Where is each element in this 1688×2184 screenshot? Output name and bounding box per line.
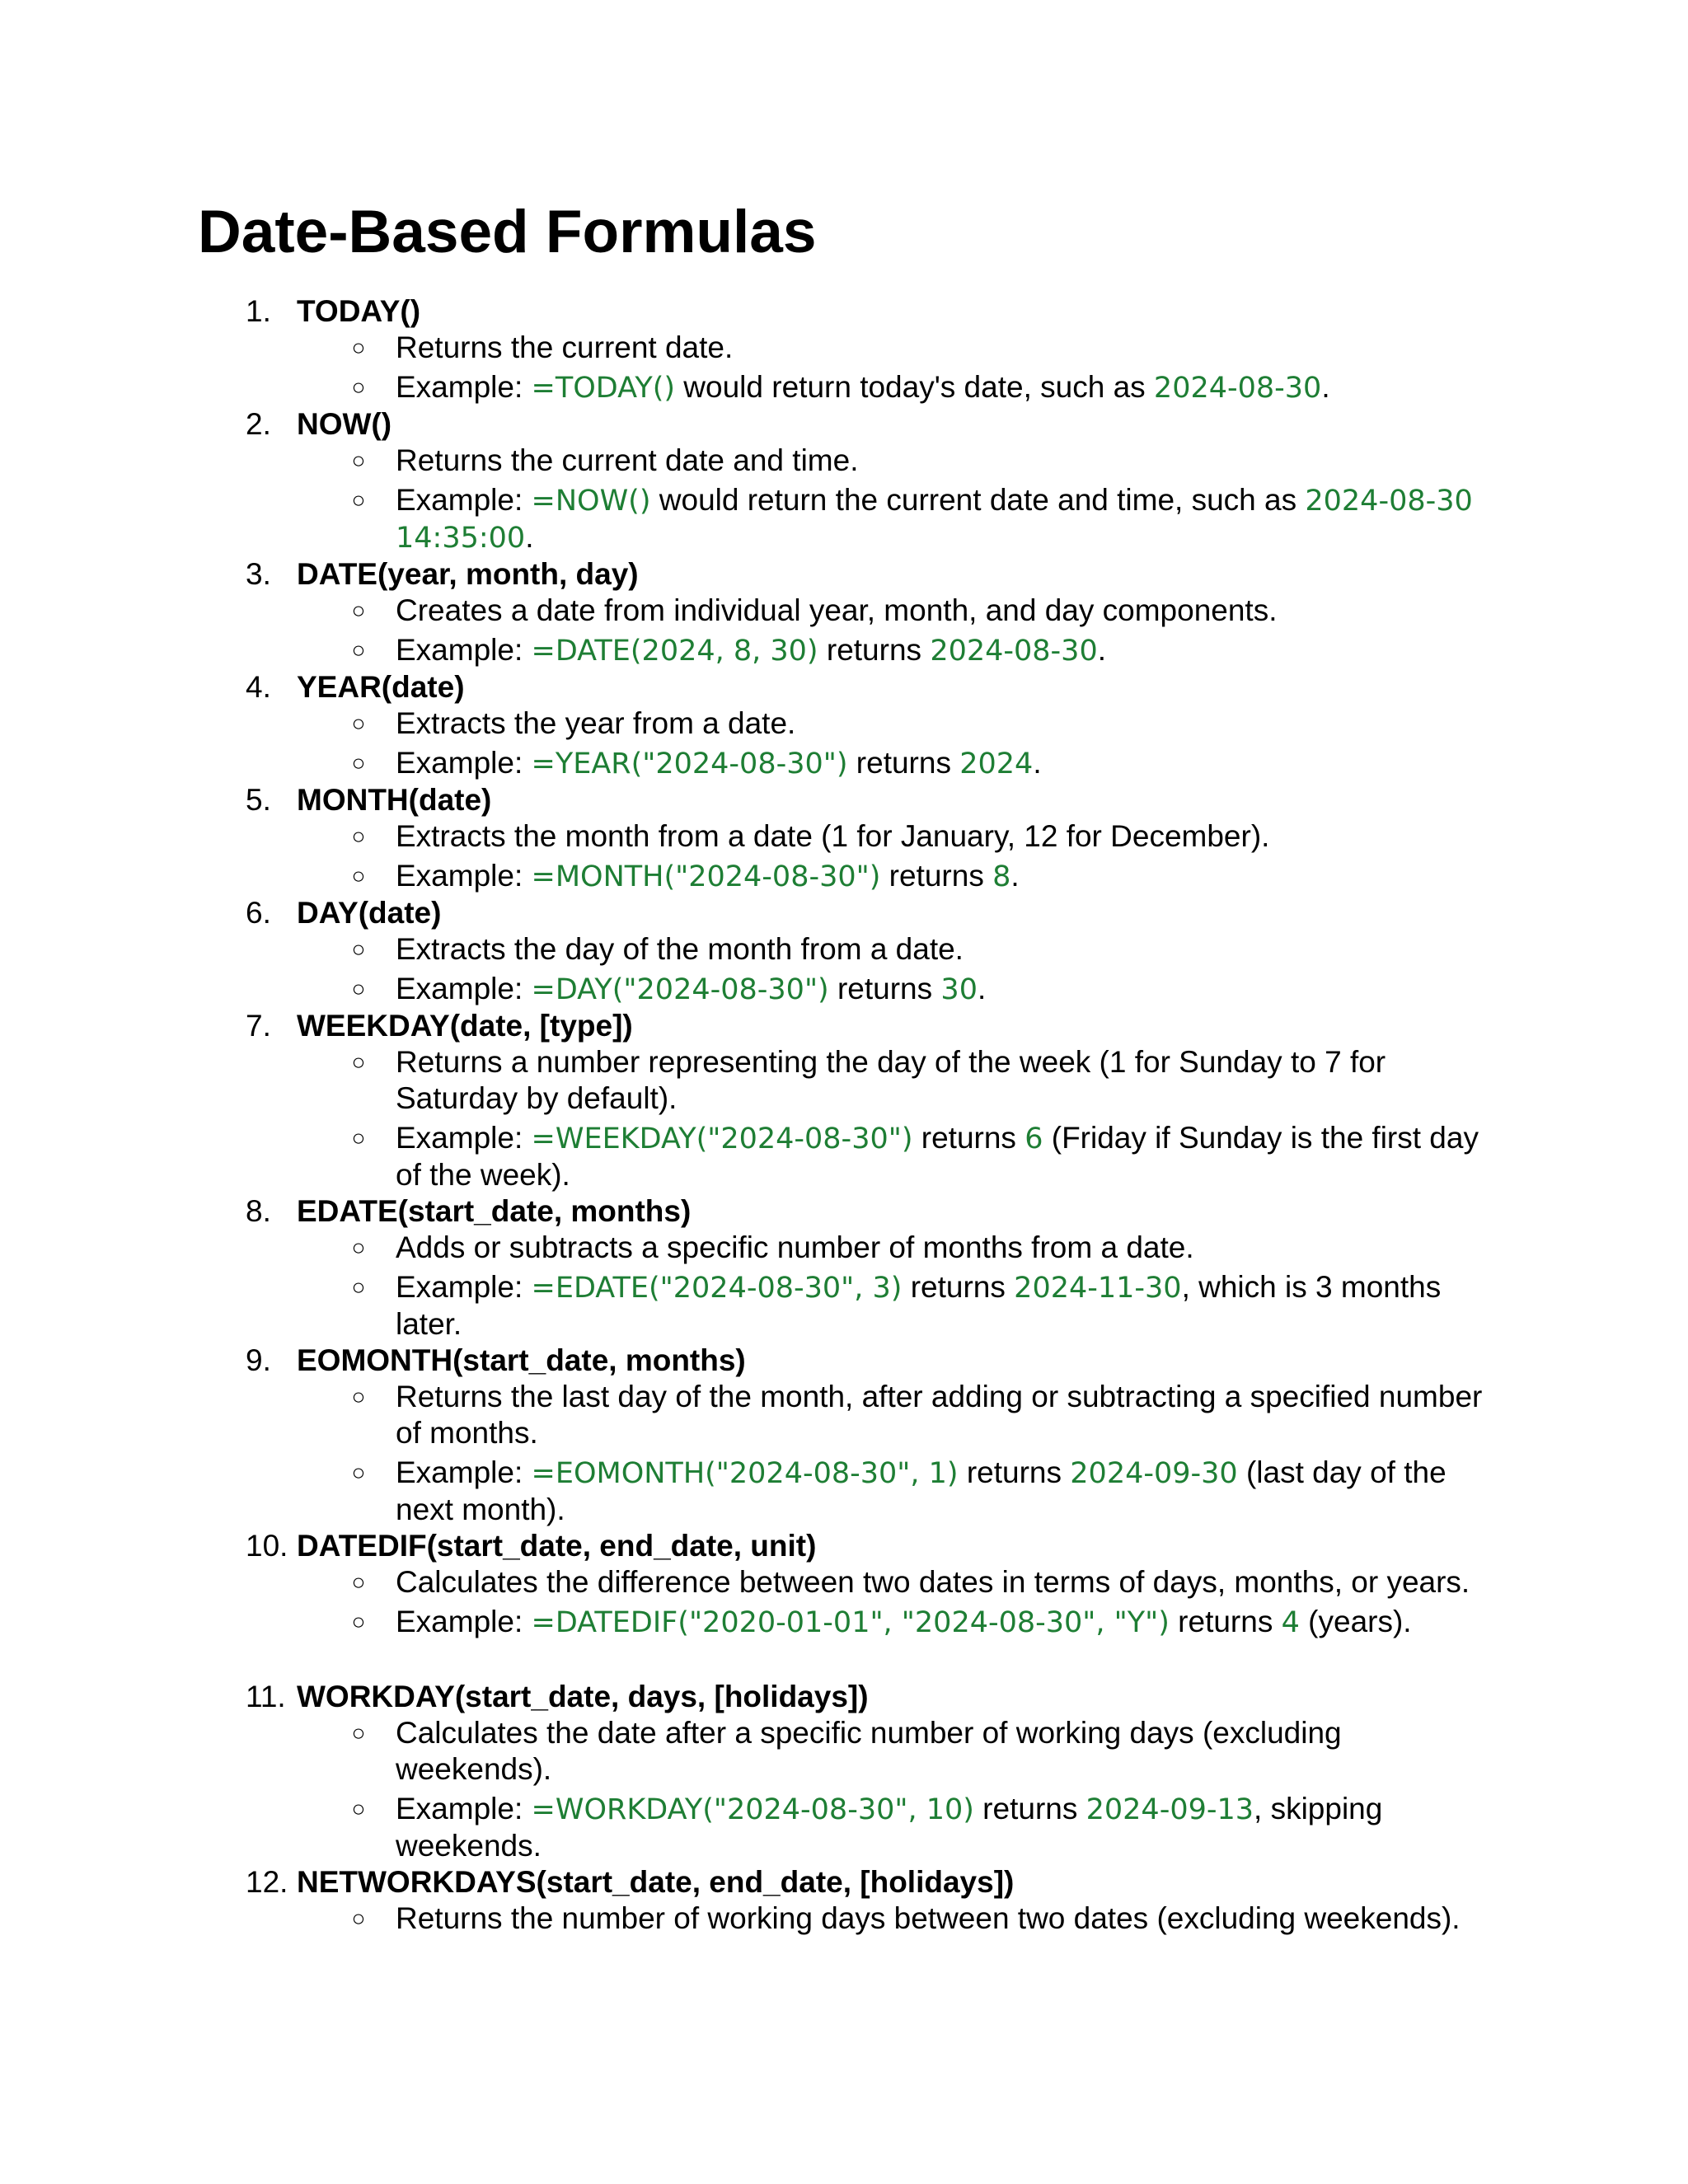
example-result: 4 [1281, 1606, 1300, 1639]
description-bullet [0, 1044, 1492, 1117]
example-mid: returns [847, 746, 960, 780]
list-item [0, 556, 1688, 669]
example-mid: returns [973, 1792, 1086, 1825]
example-mid: would return today's date, such as [675, 370, 1154, 404]
formula-name: WORKDAY(start_date, days, [holidays]) [297, 1680, 869, 1713]
example-result: 8 [992, 860, 1011, 893]
example-result: 30 [940, 973, 978, 1006]
example-result: 2024-11-30 [1014, 1272, 1182, 1305]
item-number: 10. [246, 1529, 288, 1563]
example-bullet [0, 745, 1492, 782]
list-item [0, 669, 1688, 782]
list-item [0, 895, 1688, 1008]
circle-bullet-icon: ○ [351, 863, 366, 888]
example-text [396, 1269, 1492, 1343]
item-heading [0, 1528, 1688, 1564]
item-number: 7. [246, 1009, 271, 1043]
description-bullet [0, 1230, 1492, 1266]
formula-name: EDATE(start_date, months) [297, 1194, 692, 1228]
item-heading [0, 1864, 1688, 1900]
item-heading [0, 1008, 1688, 1044]
description-bullet [0, 330, 1492, 366]
circle-bullet-icon: ○ [351, 936, 366, 962]
example-result: 2024-08-30 [1153, 372, 1322, 405]
example-formula: =DATE(2024, 8, 30) [531, 635, 818, 668]
example-prefix: Example: [396, 483, 532, 517]
example-suffix: . [977, 972, 987, 1005]
example-formula: =EOMONTH("2024-08-30", 1) [531, 1457, 959, 1490]
example-prefix: Example: [396, 1605, 532, 1638]
formula-name: NETWORKDAYS(start_date, end_date, [holidays]) [297, 1865, 1015, 1899]
example-suffix: (Friday if Sunday is the first day of the week). [396, 1121, 1479, 1192]
description-text: Extracts the day of the month from a date. [396, 932, 964, 966]
item-number: 1. [246, 294, 271, 328]
example-bullet [0, 858, 1492, 895]
description-text: Extracts the month from a date (1 for January, 12 for December). [396, 819, 1270, 853]
example-text [396, 369, 1492, 406]
item-heading [0, 556, 1688, 593]
item-heading [0, 669, 1688, 705]
formula-name: YEAR(date) [297, 670, 465, 704]
list-item [0, 1193, 1688, 1343]
circle-bullet-icon: ○ [351, 1905, 366, 1931]
example-prefix: Example: [396, 972, 532, 1005]
example-result: 6 [1025, 1122, 1043, 1155]
description-text: Adds or subtracts a specific number of months from a date. [396, 1230, 1194, 1264]
example-mid: returns [828, 972, 941, 1005]
example-suffix: . [1033, 746, 1042, 780]
description-bullet [0, 443, 1492, 479]
example-result: 2024 [959, 748, 1034, 780]
example-prefix: Example: [396, 859, 532, 893]
example-mid: returns [880, 859, 993, 893]
circle-bullet-icon: ○ [351, 637, 366, 663]
description-text: Creates a date from individual year, month, and day components. [396, 593, 1278, 627]
circle-bullet-icon: ○ [351, 823, 366, 849]
example-text [396, 482, 1492, 556]
circle-bullet-icon: ○ [351, 1720, 366, 1746]
example-bullet [0, 1455, 1492, 1528]
page-title: Date-Based Formulas [198, 199, 817, 265]
formula-name: DATE(year, month, day) [297, 557, 639, 591]
description-bullet [0, 818, 1492, 855]
example-prefix: Example: [396, 370, 532, 404]
circle-bullet-icon: ○ [351, 1235, 366, 1260]
example-result: 2024-09-13 [1085, 1793, 1254, 1826]
example-suffix: . [1010, 859, 1020, 893]
formula-name: TODAY() [297, 294, 421, 328]
item-heading [0, 1343, 1688, 1379]
circle-bullet-icon: ○ [351, 374, 366, 400]
example-prefix: Example: [396, 746, 532, 780]
circle-bullet-icon: ○ [351, 598, 366, 623]
circle-bullet-icon: ○ [351, 335, 366, 360]
formula-name: DATEDIF(start_date, end_date, unit) [297, 1529, 817, 1563]
example-suffix: , which is 3 months later. [396, 1270, 1442, 1341]
item-number: 9. [246, 1343, 271, 1377]
circle-bullet-icon: ○ [351, 487, 366, 513]
example-text [396, 971, 1492, 1008]
example-result: 2024-08-30 [930, 635, 1098, 668]
example-suffix: . [1097, 633, 1106, 667]
formula-name: EOMONTH(start_date, months) [297, 1343, 746, 1377]
circle-bullet-icon: ○ [351, 1049, 366, 1075]
example-mid: would return the current date and time, such as [650, 483, 1306, 517]
example-bullet [0, 482, 1492, 556]
circle-bullet-icon: ○ [351, 976, 366, 1001]
description-text: Returns the current date. [396, 330, 734, 364]
example-mid: returns [902, 1270, 1015, 1304]
item-number: 11. [246, 1680, 286, 1713]
item-heading [0, 406, 1688, 443]
description-text: Returns a number representing the day of the week (1 for Sunday to 7 for Saturday by default). [396, 1045, 1386, 1115]
example-formula: =WORKDAY("2024-08-30", 10) [531, 1793, 974, 1826]
list-item [0, 1679, 1688, 1864]
circle-bullet-icon: ○ [351, 448, 366, 473]
list-item [0, 1864, 1688, 1937]
description-bullet [0, 593, 1492, 629]
formula-name: WEEKDAY(date, [type]) [297, 1009, 633, 1043]
formula-name: MONTH(date) [297, 783, 492, 817]
example-mid: returns [1169, 1605, 1282, 1638]
item-number: 3. [246, 557, 271, 591]
item-number: 8. [246, 1194, 271, 1228]
example-suffix: (years). [1299, 1605, 1412, 1638]
example-result: 2024-08-30 14:35:00 [396, 485, 1473, 555]
example-bullet [0, 1269, 1492, 1343]
example-mid: returns [912, 1121, 1025, 1155]
example-suffix: (last day of the next month). [396, 1455, 1447, 1526]
list-item [0, 1343, 1688, 1528]
list-item [0, 1008, 1688, 1193]
description-bullet [0, 1900, 1492, 1937]
example-result: 2024-09-30 [1070, 1457, 1238, 1490]
description-text: Returns the last day of the month, after adding or subtracting a specified number of months. [396, 1380, 1483, 1450]
circle-bullet-icon: ○ [351, 1569, 366, 1595]
example-bullet [0, 632, 1492, 669]
list-item [0, 1528, 1688, 1641]
example-suffix: , skipping weekends. [396, 1792, 1383, 1863]
example-formula: =EDATE("2024-08-30", 3) [531, 1272, 903, 1305]
example-text [396, 1604, 1492, 1641]
example-prefix: Example: [396, 1121, 532, 1155]
example-formula: =DATEDIF("2020-01-01", "2024-08-30", "Y") [531, 1606, 1170, 1639]
formula-name: NOW() [297, 407, 392, 441]
item-heading [0, 895, 1688, 931]
item-heading [0, 1193, 1688, 1230]
example-prefix: Example: [396, 1792, 532, 1825]
item-number: 5. [246, 783, 271, 817]
description-text: Returns the current date and time. [396, 443, 859, 477]
example-bullet [0, 971, 1492, 1008]
list-item [0, 782, 1688, 895]
example-mid: returns [958, 1455, 1071, 1489]
circle-bullet-icon: ○ [351, 1274, 366, 1300]
example-text [396, 745, 1492, 782]
circle-bullet-icon: ○ [351, 750, 366, 776]
example-text [396, 1791, 1492, 1864]
circle-bullet-icon: ○ [351, 1609, 366, 1634]
example-bullet [0, 369, 1492, 406]
description-text: Calculates the difference between two dates in terms of days, months, or years. [396, 1565, 1470, 1599]
example-suffix: . [525, 520, 534, 554]
circle-bullet-icon: ○ [351, 1796, 366, 1821]
item-number: 2. [246, 407, 271, 441]
example-formula: =WEEKDAY("2024-08-30") [531, 1122, 913, 1155]
description-bullet [0, 1715, 1492, 1788]
example-prefix: Example: [396, 1455, 532, 1489]
description-bullet [0, 1379, 1492, 1451]
description-bullet [0, 705, 1492, 742]
example-bullet [0, 1120, 1492, 1193]
example-formula: =YEAR("2024-08-30") [531, 748, 848, 780]
item-number: 12. [246, 1865, 288, 1899]
example-prefix: Example: [396, 633, 532, 667]
item-number: 4. [246, 670, 271, 704]
example-prefix: Example: [396, 1270, 532, 1304]
circle-bullet-icon: ○ [351, 710, 366, 736]
example-bullet [0, 1604, 1492, 1641]
example-text [396, 632, 1492, 669]
item-number: 6. [246, 896, 271, 930]
formula-list-part-2 [0, 1679, 1688, 1937]
example-formula: =TODAY() [531, 372, 676, 405]
formula-name: DAY(date) [297, 896, 442, 930]
example-formula: =NOW() [531, 485, 651, 518]
example-formula: =MONTH("2024-08-30") [531, 860, 881, 893]
example-text [396, 1455, 1492, 1528]
list-item [0, 293, 1688, 406]
description-bullet [0, 1564, 1492, 1601]
example-formula: =DAY("2024-08-30") [531, 973, 829, 1006]
example-mid: returns [818, 633, 931, 667]
description-text: Returns the number of working days between two dates (excluding weekends). [396, 1901, 1461, 1935]
formula-list-part-1 [0, 293, 1688, 1641]
example-bullet [0, 1791, 1492, 1864]
description-text: Extracts the year from a date. [396, 706, 796, 740]
item-heading [0, 782, 1688, 818]
item-heading [0, 1679, 1688, 1715]
example-suffix: . [1321, 370, 1330, 404]
list-item [0, 406, 1688, 556]
example-text [396, 1120, 1492, 1193]
item-heading [0, 293, 1688, 330]
example-text [396, 858, 1492, 895]
circle-bullet-icon: ○ [351, 1384, 366, 1409]
circle-bullet-icon: ○ [351, 1460, 366, 1485]
description-text: Calculates the date after a specific number of working days (excluding weekends). [396, 1716, 1342, 1786]
circle-bullet-icon: ○ [351, 1125, 366, 1151]
description-bullet [0, 931, 1492, 968]
